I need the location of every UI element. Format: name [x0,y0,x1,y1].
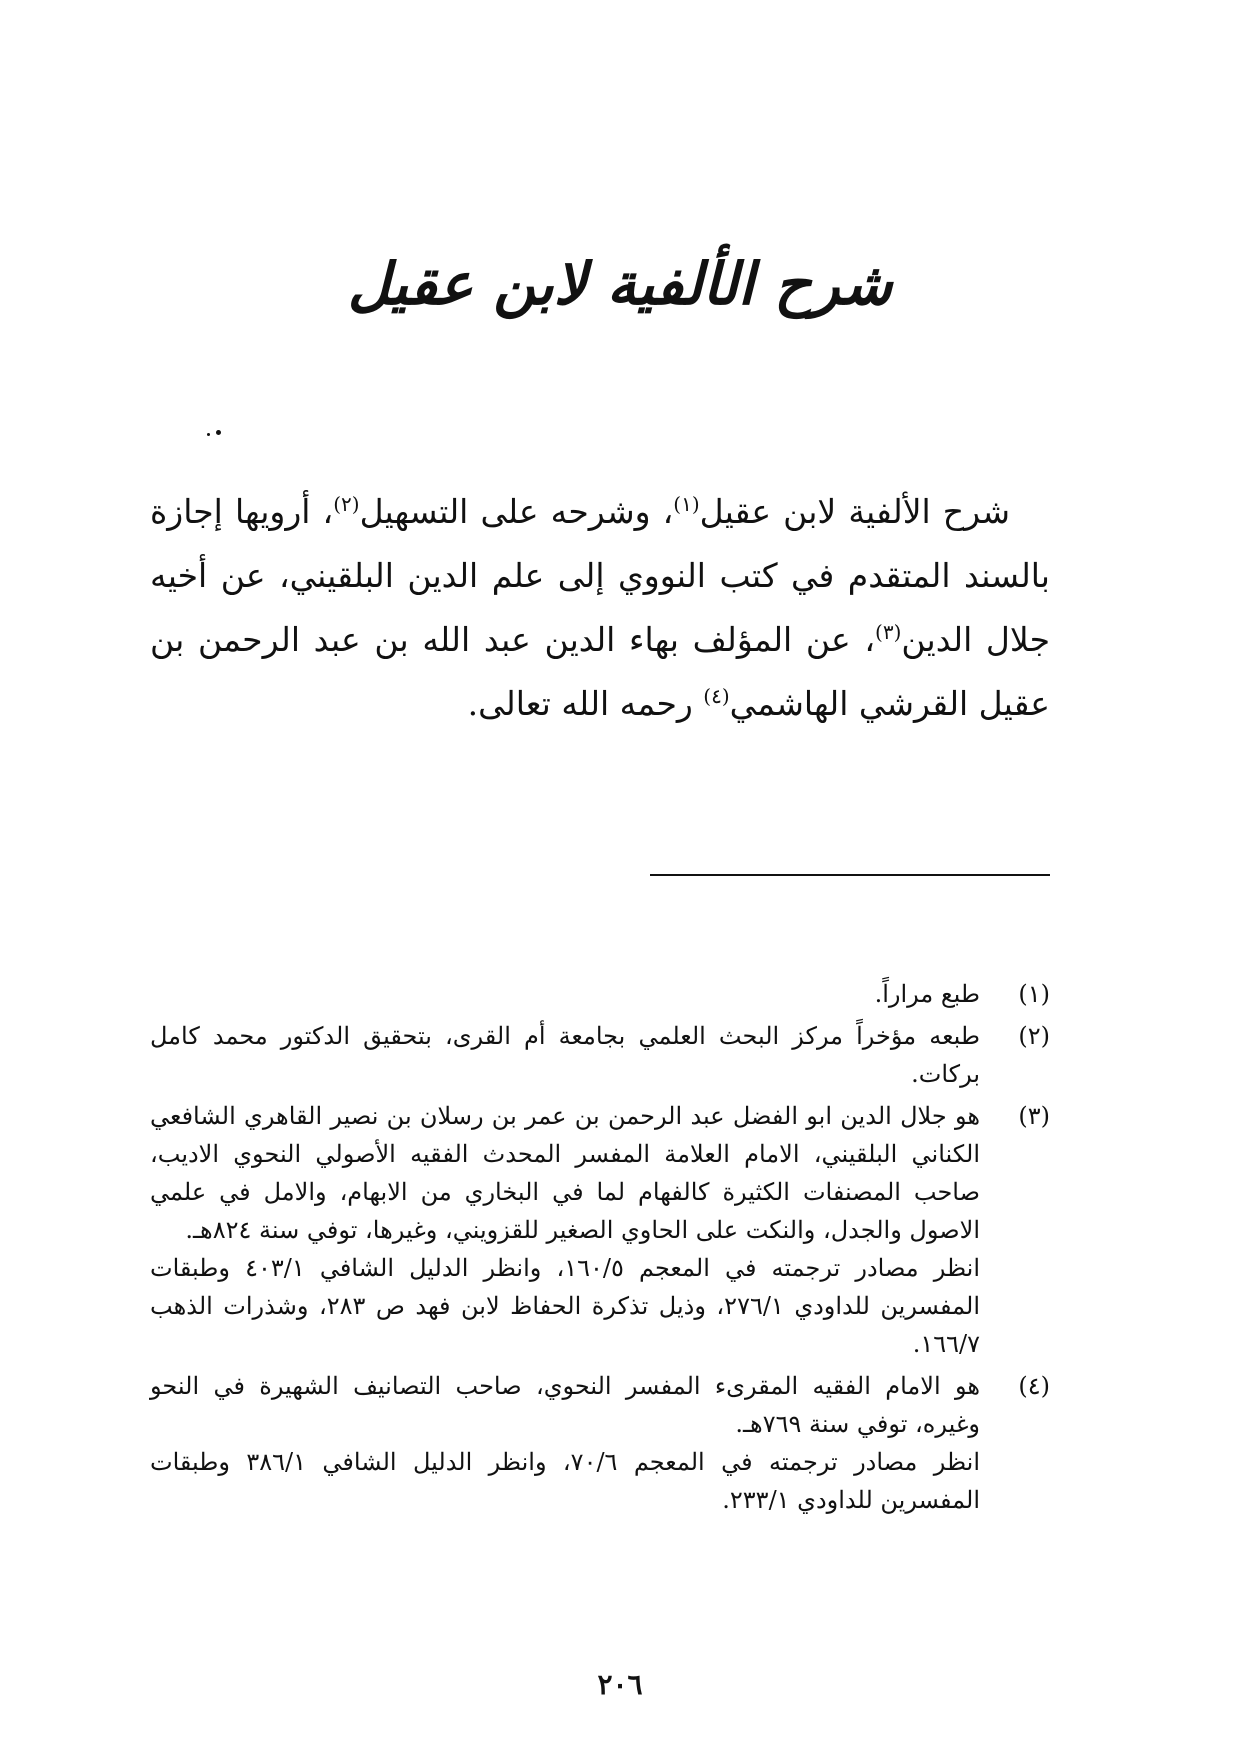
footnotes-section [150,975,1050,1523]
text-segment: ، عن المؤلف بهاء الدين عبد الله بن عبد الرحمن بن عقيل القرشي الهاشمي [150,620,1050,723]
text-segment: شرح الألفية لابن عقيل [699,492,1010,531]
text-segment: رحمه الله تعالى. [467,684,693,723]
footnote-line: طبع مراراً. [874,980,980,1008]
footnote-line: طبعه مؤخراً مركز البحث العلمي بجامعة أم القرى، بتحقيق الدكتور محمد كامل بركات. [150,1022,980,1088]
footnote-text [150,1367,980,1519]
footnote-ref-2[interactable]: (٢) [333,492,360,516]
footnote-ref-4[interactable]: (٤) [703,684,730,708]
footnote-1 [150,975,1050,1013]
footnote-3 [150,1097,1050,1363]
footnote-ref-1[interactable]: (١) [673,492,700,516]
footnote-separator [650,874,1050,876]
page-number: ٢٠٦ [597,1668,643,1701]
footnote-line: هو جلال الدين ابو الفضل عبد الرحمن بن عمر بن رسلان بن نصير القاهري الشافعي الكناني البلقيني، الامام العلامة المفسر المحدث الفقيه الأصولي النحوي الاديب، صاحب المصنفات الكثيرة كالفهام لما في البخاري من الابهام، والامل في علمي الاصول والجدل، والنكت على الحاوي الصغير للقزويني، وغيرها، توفي سنة ٨٢٤هـ. [150,1102,980,1244]
page-title: شرح الألفية لابن عقيل [347,250,893,318]
footnote-text [150,1017,980,1093]
footnote-line: انظر مصادر ترجمته في المعجم ٧٠/٦، وانظر الدليل الشافي ٣٨٦/١ وطبقات المفسرين للداودي ٢٣٣/١. [150,1448,981,1514]
footnote-number: (٢) [1018,1022,1050,1050]
print-speck [216,430,221,435]
footnote-4 [150,1367,1050,1519]
footnote-ref-3[interactable]: (٣) [875,620,902,644]
footnote-number: (١) [1018,980,1050,1008]
footnote-text [150,1097,980,1363]
footnote-number: (٤) [1018,1372,1050,1400]
footnote-number: (٣) [1018,1102,1050,1130]
body-text [150,480,1050,736]
print-speck [207,433,210,436]
main-paragraph [150,480,1050,736]
text-segment: ، وشرحه على التسهيل [359,492,674,531]
footnote-2 [150,1017,1050,1093]
footnote-line: انظر مصادر ترجمته في المعجم ١٦٠/٥، وانظر الدليل الشافي ٤٠٣/١ وطبقات المفسرين للداودي ٢٧٦/١، وذيل تذكرة الحفاظ لابن فهد ص ٢٨٣، وشذرات الذهب ١٦٦/٧. [150,1254,981,1358]
footnote-text [150,975,980,1013]
footnote-line: هو الامام الفقيه المقرىء المفسر النحوي، صاحب التصانيف الشهيرة في النحو وغيره، توفي سنة ٧٦٩هـ. [150,1372,980,1438]
text-segment: ، أرويها إجازة بالسند المتقدم في كتب النووي إلى علم الدين البلقيني، عن أخيه جلال الدين [150,492,1050,659]
